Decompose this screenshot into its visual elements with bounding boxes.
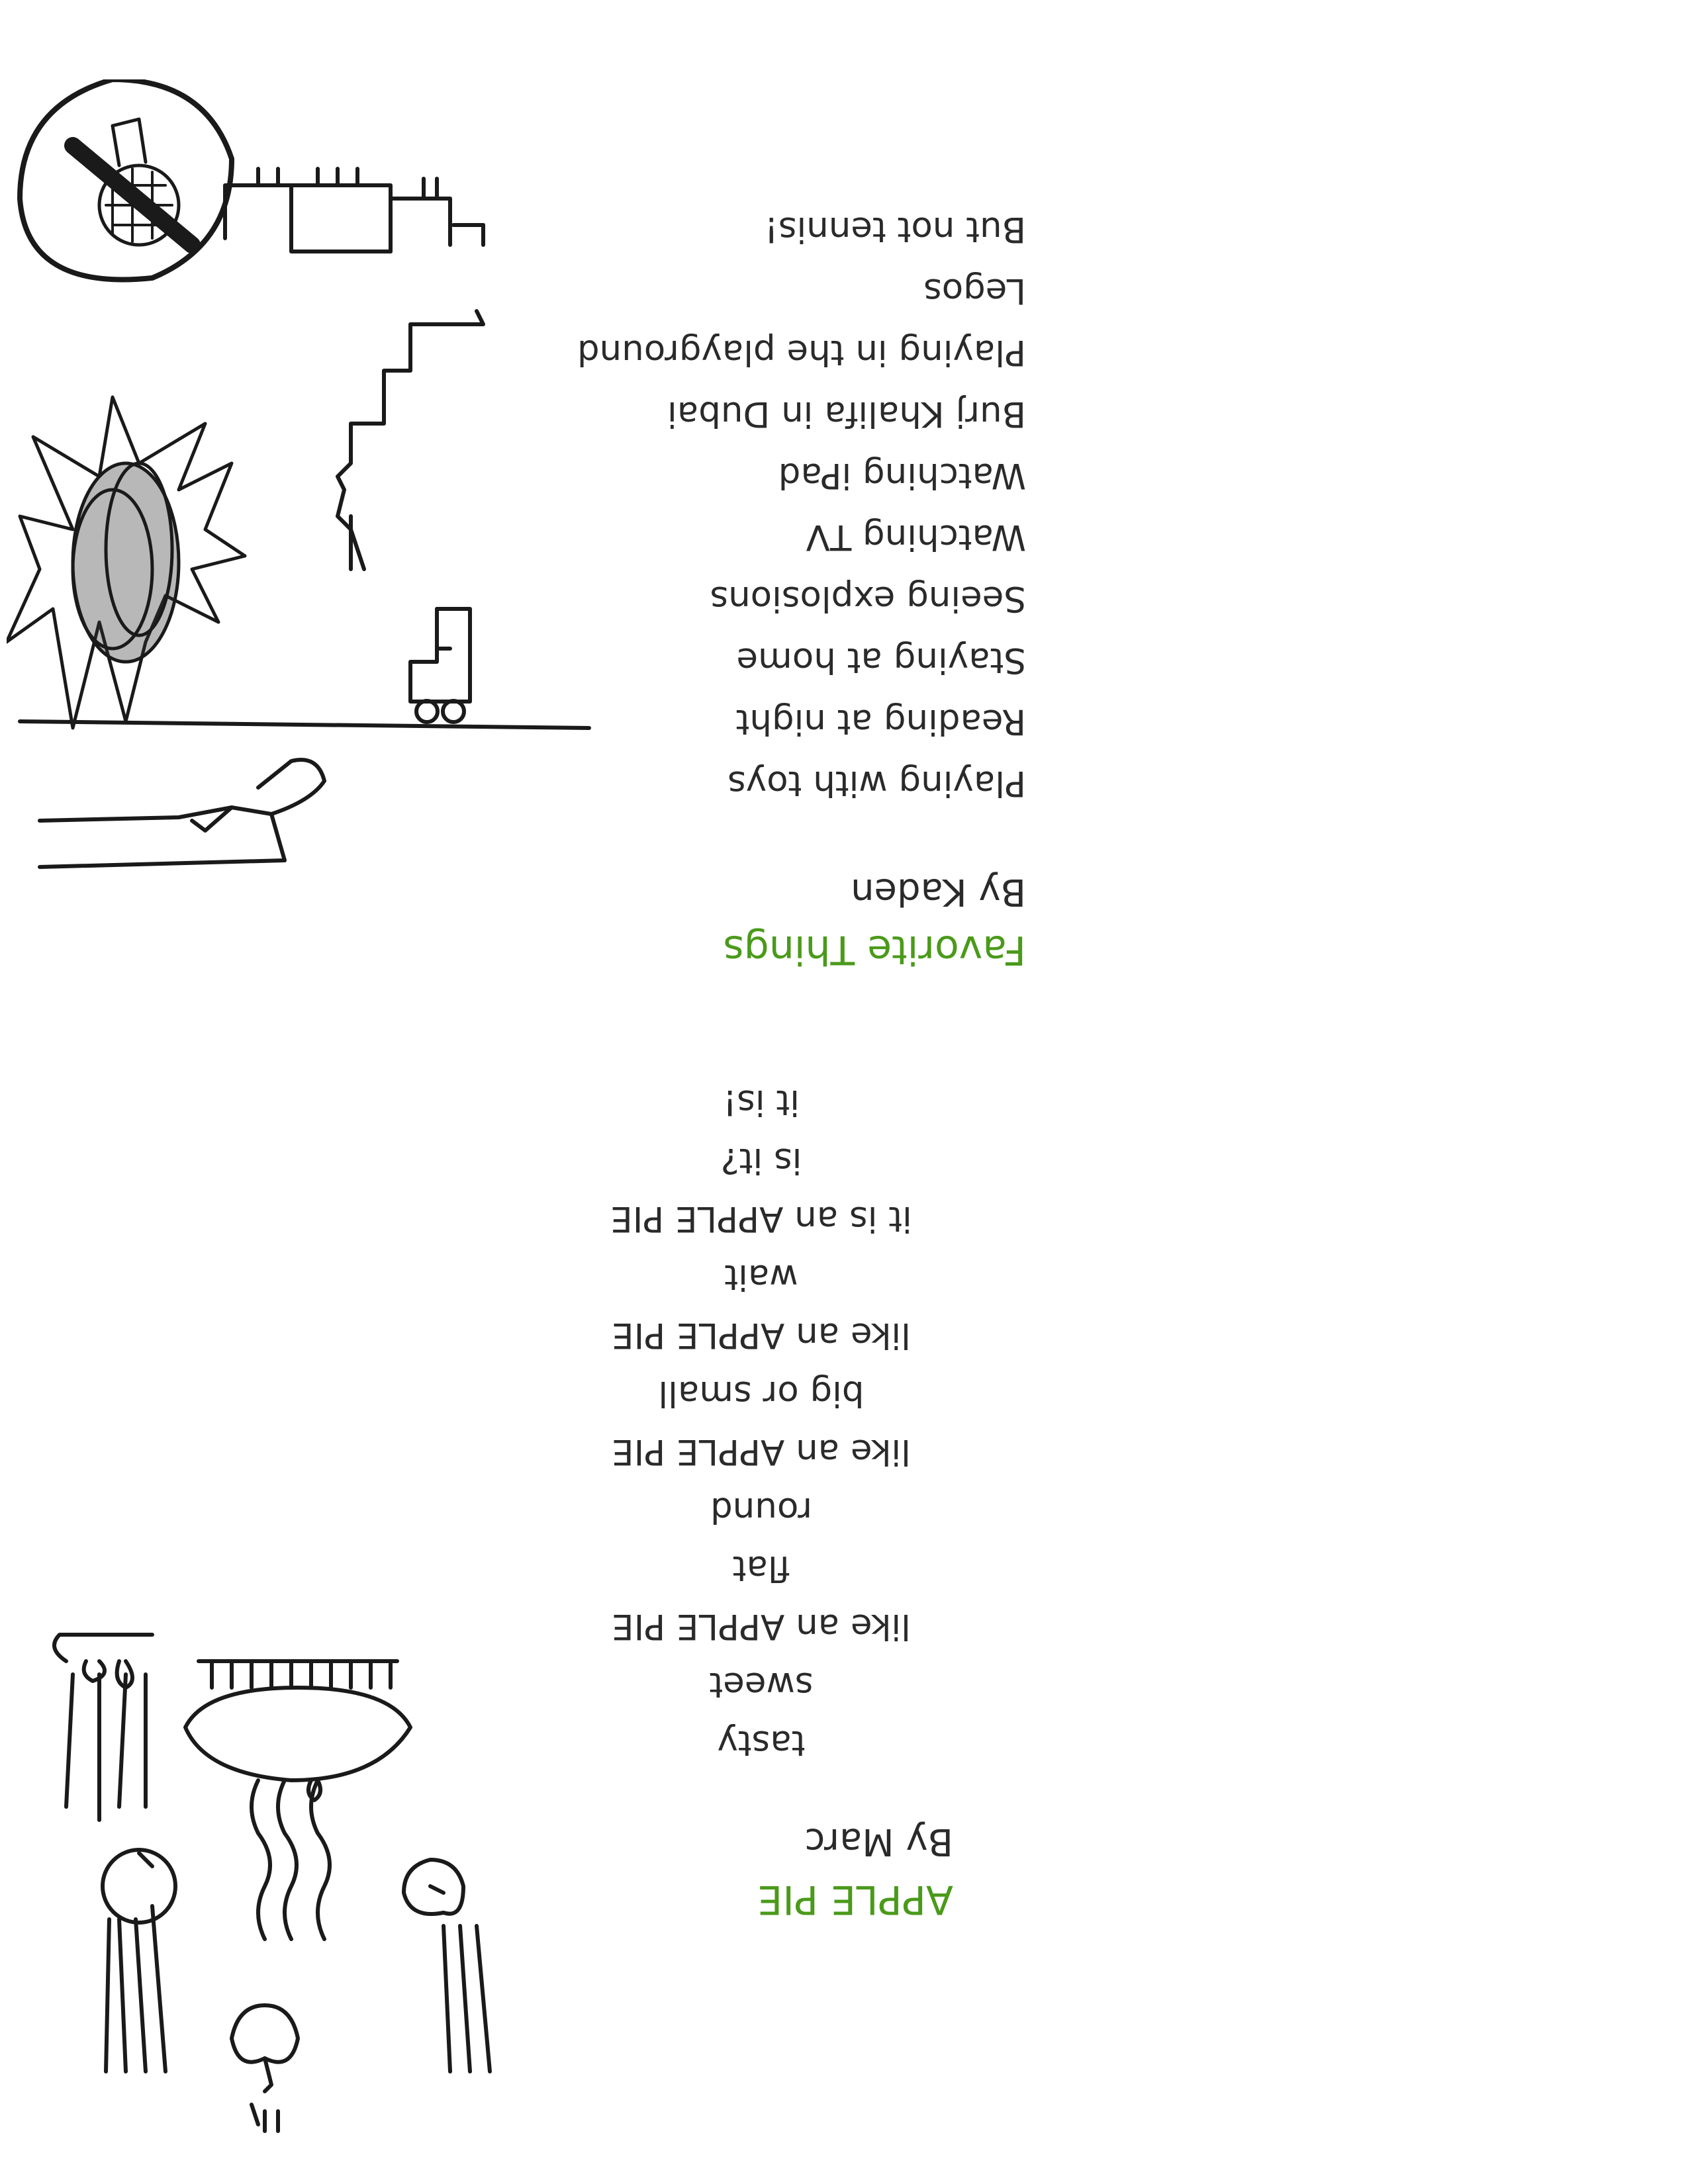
stick-figure-icon	[404, 1860, 490, 2071]
poem-line: it is!	[723, 1082, 800, 1122]
steam-lines-icon	[252, 1780, 330, 1939]
poem-line: Legos	[923, 271, 1026, 311]
poem-line: Watching TV	[806, 517, 1026, 557]
poem-line: sweet	[709, 1664, 814, 1705]
marc-drawings	[13, 1476, 576, 2138]
poem-line: is it?	[720, 1140, 802, 1181]
poem-title: APPLE PIE	[757, 1876, 953, 1923]
poem-author: By Kaden	[851, 870, 1026, 913]
poem-line: like an APPLE PIE	[612, 1432, 911, 1472]
stick-figure-icon	[103, 1850, 175, 2071]
poem-line: Playing in the playground	[577, 332, 1026, 373]
toy-gun-icon	[40, 760, 324, 867]
poem-line: round	[710, 1490, 812, 1530]
poem-line: like an APPLE PIE	[612, 1315, 911, 1355]
lego-bricks-icon	[225, 169, 483, 251]
stick-figure-icon	[54, 1635, 152, 1820]
poem-line: big or small	[658, 1373, 865, 1414]
poem-line: Playing with toys	[727, 763, 1026, 803]
poem-line: But not tennis!	[764, 209, 1026, 250]
poem-line: Reading at night	[735, 702, 1026, 742]
apple-icon	[232, 2005, 298, 2131]
poem-line: Burj Khalifa in Dubai	[667, 394, 1026, 434]
burj-khalifa-icon	[338, 311, 483, 569]
poem-line: wait	[724, 1257, 798, 1297]
poem-line: Watching iPad	[778, 455, 1026, 496]
tennis-racket-crossed-icon	[20, 79, 232, 280]
poem-author: By Marc	[804, 1820, 953, 1863]
poem-line: Staying at home	[736, 640, 1026, 680]
poem-line: it is an APPLE PIE	[610, 1199, 912, 1239]
poem-line: flat	[732, 1548, 790, 1588]
explosion-icon	[7, 397, 245, 728]
poem-line: Seeing explosions	[710, 578, 1026, 619]
poem-line: tasty	[717, 1723, 806, 1763]
kaden-drawings	[7, 79, 602, 940]
pie-dish-icon	[185, 1661, 410, 1800]
poem-line: like an APPLE PIE	[612, 1606, 911, 1647]
poem-title: Favorite Things	[723, 927, 1026, 973]
